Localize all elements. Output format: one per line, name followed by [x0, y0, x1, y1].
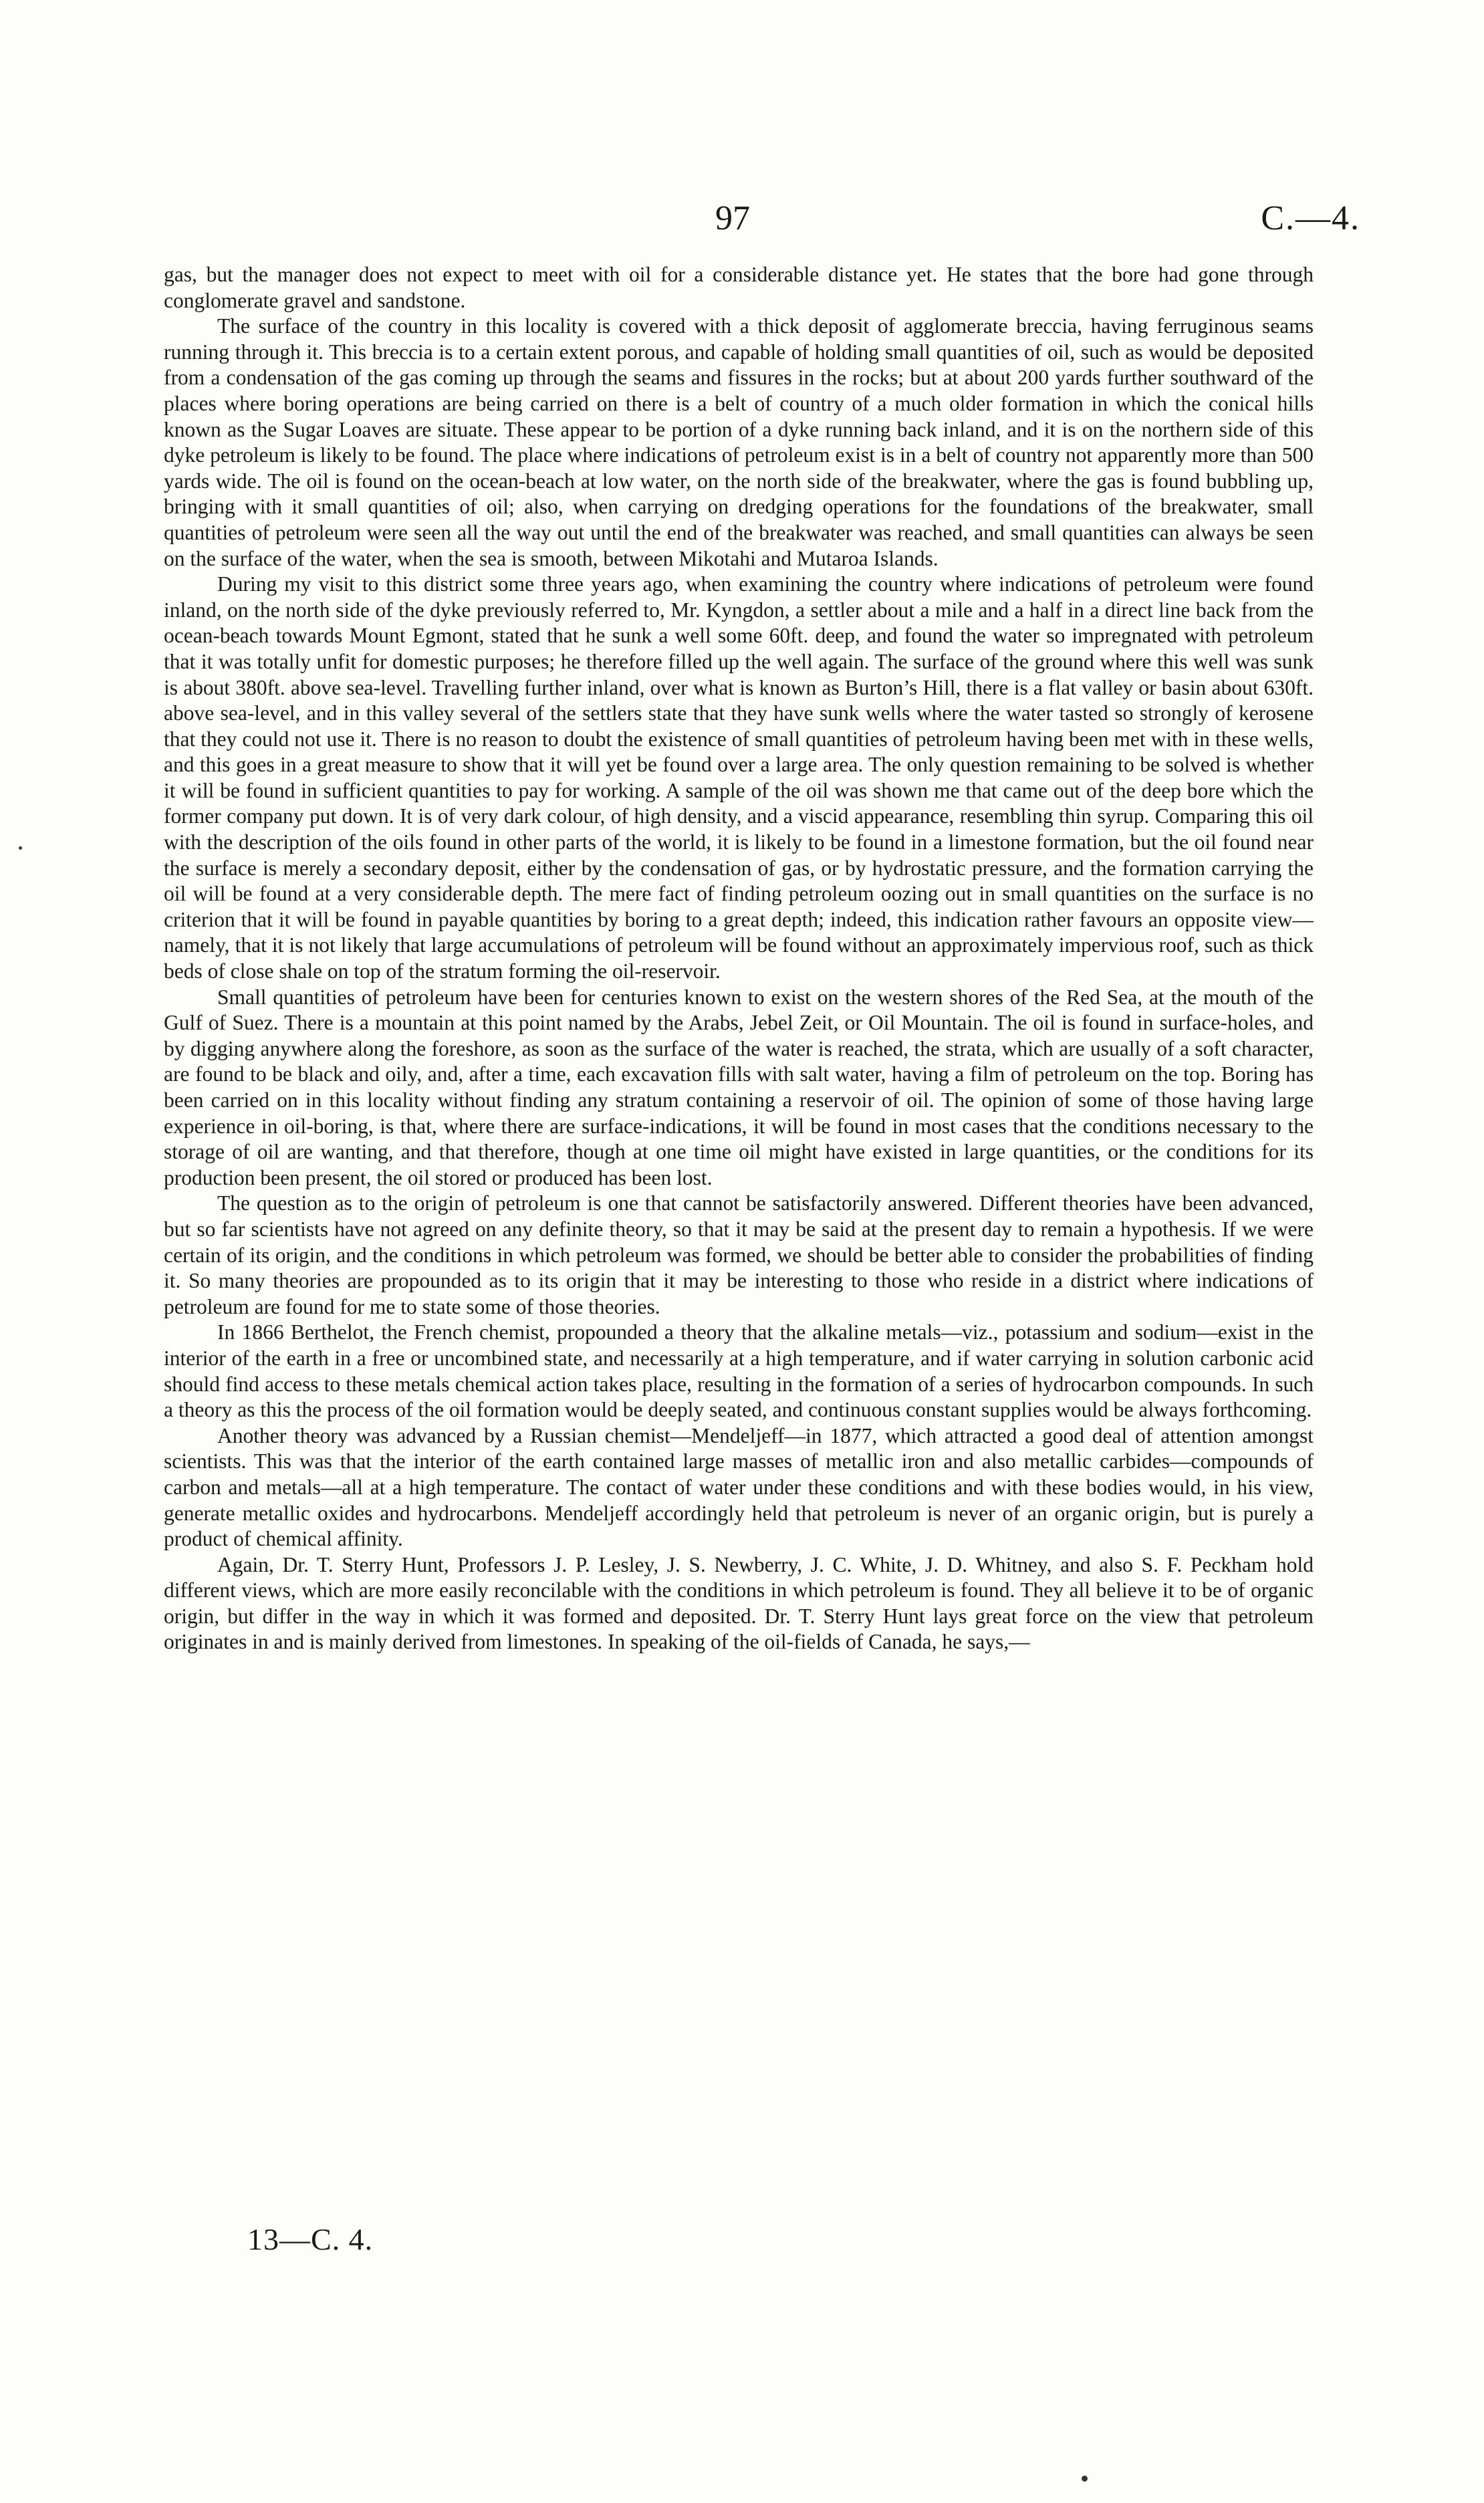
body-text — [164, 262, 1314, 1655]
document-reference: C.—4. — [1261, 199, 1360, 237]
page-number: 97 — [715, 199, 750, 237]
paragraph-continuation: gas, but the manager does not expect to meet with oil for a considerable distance yet. He states that the bore had gone through conglomerate gravel and sandstone. — [164, 263, 1314, 312]
paragraph-kyngdon-well: During my visit to this district some three years ago, when examining the country where indications of petroleum were found inland, on the north side of the dyke previously referred to, Mr. Kyngdon, a settler about a mile and a half in a direct line back from the ocean-beach towards Mount Egmont, stated that he sunk a well some 60ft. deep, and found the water so impregnated with petroleum that it was totally unfit for domestic purposes; he therefore filled up the well again. The surface of the ground where this well was sunk is about 380ft. above sea-level. Travelling further inland, over what is known as Burton’s Hill, there is a flat valley or basin about 630ft. above sea-level, and in this valley several of the settlers state that they have sunk wells where the water tasted so strongly of kerosene that they could not use it. There is no reason to doubt the existence of small quantities of petroleum having been met with in these wells, and this goes in a great measure to show that it will yet be found over a large area. The only question remaining to be solved is whether it will be found in sufficient quantities to pay for working. A sample of the oil was shown me that came out of the deep bore which the former company put down. It is of very dark colour, of high density, and a viscid appearance, resembling thin syrup. Comparing this oil with the description of the oils found in other parts of the world, it is likely to be found in a limestone formation, but the oil found near the surface is merely a secondary deposit, either by the condensation of gas, or by hydrostatic pressure, and the formation carrying the oil will be found at a very considerable depth. The mere fact of finding petroleum oozing out in small quantities on the surface is no criterion that it will be found in payable quantities by boring to a great depth; indeed, this indication rather favours an opposite view—namely, that it is not likely that large accumulations of petroleum will be found without an approximately impervious roof, such as thick beds of close shale on top of the stratum forming the oil-reservoir. — [164, 572, 1314, 983]
bottom-speck — [1082, 2476, 1088, 2482]
paragraph-red-sea: Small quantities of petroleum have been for centuries known to exist on the western shores of the Red Sea, at the mouth of the Gulf of Suez. There is a mountain at this point named by the Arabs, Jebel Zeit, or Oil Mountain. The oil is found in surface-holes, and by digging anywhere along the foreshore, as soon as the surface of the water is reached, the strata, which are usually of a soft character, are found to be black and oily, and, after a time, each excavation fills with salt water, having a film of petroleum on the top. Boring has been carried on in this locality without finding any stratum containing a reservoir of oil. The opinion of some of those having large experience in oil-boring, is that, where there are surface-indications, it will be found in most cases that the conditions necessary to the storage of oil are wanting, and that therefore, though at one time oil might have existed in large quantities, or the conditions for its production been present, the oil stored or produced has been lost. — [164, 985, 1314, 1189]
margin-speck — [19, 846, 22, 850]
printer-signature: 13—C. 4. — [247, 2222, 374, 2256]
paragraph-breccia: The surface of the country in this locality is covered with a thick deposit of agglomerate breccia, having ferruginous seams running through it. This breccia is to a certain extent porous, and capable of holding small quantities of oil, such as would be deposited from a condensation of the gas coming up through the seams and fissures in the rocks; but at about 200 yards further southward of the places where boring operations are being carried on there is a belt of country of a much older formation in which the conical hills known as the Sugar Loaves are situate. These appear to be portion of a dyke running back inland, and it is on the northern side of this dyke petroleum is likely to be found. The place where indications of petroleum exist is in a belt of country not apparently more than 500 yards wide. The oil is found on the ocean-beach at low water, on the north side of the breakwater, where the gas is found bubbling up, bringing with it small quantities of oil; also, when carrying on dredging operations for the foundations of the breakwater, small quantities of petroleum were seen all the way out until the end of the breakwater was reached, and small quantities can always be seen on the surface of the water, when the sea is smooth, between Mikotahi and Mutaroa Islands. — [164, 314, 1314, 570]
paragraph-origin-question: The question as to the origin of petroleum is one that cannot be satisfactorily answered. Different theories have been advanced, but so far scientists have not agreed on any definite theory, so that it may be said at the present day to remain a hypothesis. If we were certain of its origin, and the conditions in which petroleum was formed, we should be better able to consider the probabilities of finding it. So many theories are propounded as to its origin that it may be interesting to those who reside in a district where indications of petroleum are found for me to state some of those theories. — [164, 1191, 1314, 1318]
paragraph-mendeljeff: Another theory was advanced by a Russian chemist—Mendeljeff—in 1877, which attracted a good deal of attention amongst scientists. This was that the interior of the earth contained large masses of metallic iron and also metallic carbides—compounds of carbon and metals—all at a high temperature. The contact of water under these conditions and with these bodies would, in his view, generate metallic oxides and hydrocarbons. Mendeljeff accordingly held that petroleum is never of an organic origin, but is purely a product of chemical affinity. — [164, 1423, 1314, 1551]
paragraph-sterry-hunt: Again, Dr. T. Sterry Hunt, Professors J. P. Lesley, J. S. Newberry, J. C. White, J. D. Whitney, and also S. F. Peckham hold different views, which are more easily reconcilable with the conditions in which petroleum is found. They all believe it to be of organic origin, but differ in the way in which it was formed and deposited. Dr. T. Sterry Hunt lays great force on the view that petroleum originates in and is mainly derived from limestones. In speaking of the oil-fields of Canada, he says,— — [164, 1552, 1314, 1654]
page-header — [0, 195, 1484, 242]
paragraph-berthelot: In 1866 Berthelot, the French chemist, propounded a theory that the alkaline metals—viz., potassium and sodium—exist in the interior of the earth in a free or uncombined state, and necessarily at a high temperature, and if water carrying in solution carbonic acid should find access to these metals chemical action takes place, resulting in the formation of a series of hydrocarbon compounds. In such a theory as this the process of the oil formation would be deeply seated, and continuous constant supplies would be always forthcoming. — [164, 1320, 1314, 1422]
